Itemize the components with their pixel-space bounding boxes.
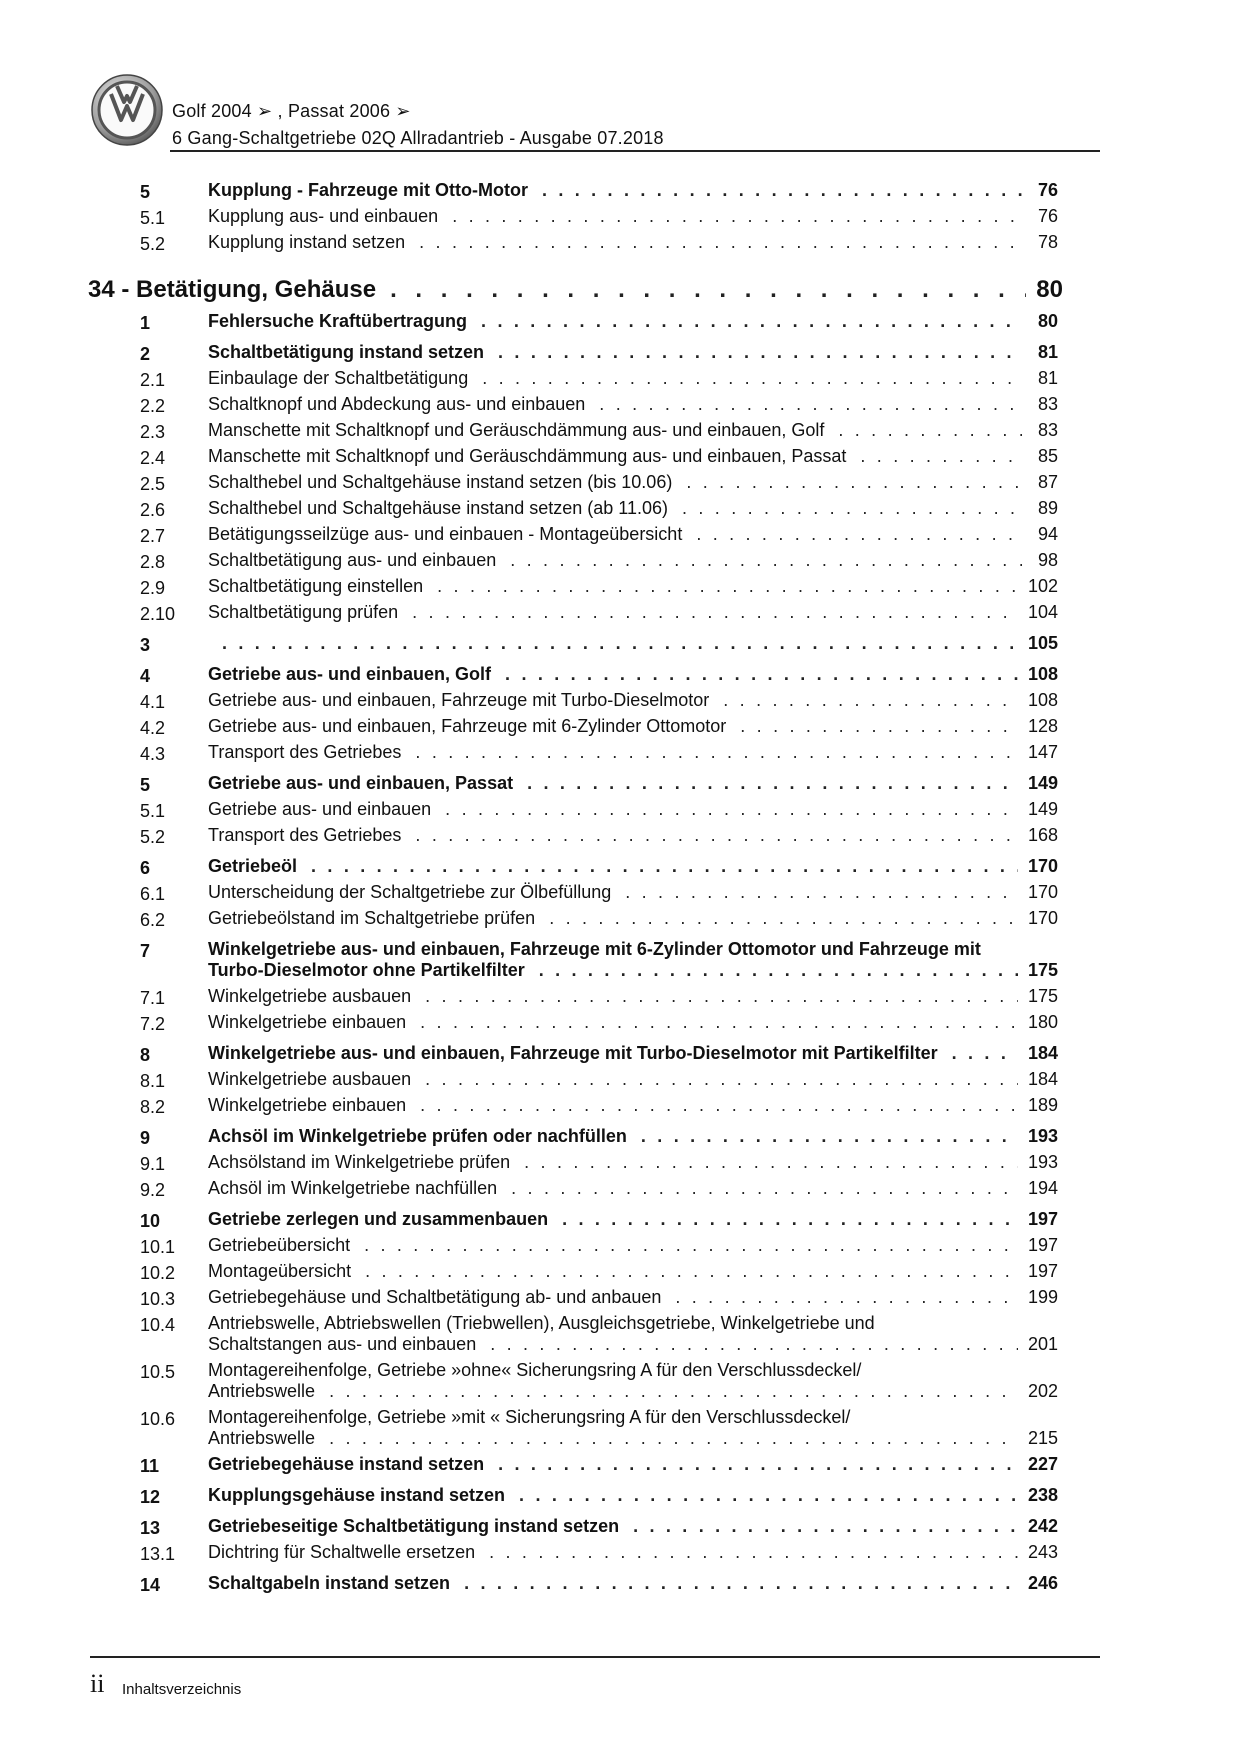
toc-title: Getriebe aus- und einbauen, Golf [208, 664, 492, 684]
toc-leader-dots [682, 498, 1022, 519]
toc-page-number: 193 [1027, 1152, 1058, 1172]
toc-title: Getriebe aus- und einbauen, Fahrzeuge mit Turbo-Dieselmotor [208, 690, 710, 710]
toc-leader-dots [365, 1261, 1018, 1282]
toc-title: Getriebeübersicht [208, 1235, 351, 1255]
toc-leader-dots [489, 1542, 1018, 1563]
toc-title: Winkelgetriebe ausbauen [208, 986, 412, 1006]
toc-leader-dots [675, 1287, 1018, 1308]
toc-title: Schaltbetätigung prüfen [208, 602, 399, 622]
toc-section-number: 9.1 [140, 1154, 166, 1174]
toc-title: Achsöl im Winkelgetriebe nachfüllen [208, 1178, 498, 1198]
toc-page-number: 76 [1037, 206, 1058, 226]
toc-page-number: 81 [1037, 368, 1058, 388]
toc-leader-dots [723, 690, 1018, 711]
toc-title: Getriebe aus- und einbauen, Fahrzeuge mit 6-Zylinder Ottomotor [208, 716, 727, 736]
header-vehicle-line: Golf 2004 ➢ , Passat 2006 ➢ [172, 101, 411, 121]
toc-title: Schaltknopf und Abdeckung aus- und einbauen [208, 394, 586, 414]
toc-section-number: 10.5 [140, 1362, 176, 1382]
toc-section-number: 8.1 [140, 1071, 166, 1091]
toc-leader-dots [222, 633, 1018, 654]
header-manual-title: 6 Gang-Schaltgetriebe 02Q Allradantrieb - Ausgabe 07.2018 [172, 128, 664, 148]
toc-page-number: 170 [1027, 856, 1058, 876]
toc-section-number: 6.1 [140, 884, 166, 904]
toc-section-number: 4.1 [140, 692, 166, 712]
toc-leader-dots [415, 742, 1018, 763]
toc-leader-dots [633, 1516, 1018, 1537]
toc-title-line: Montagereihenfolge, Getriebe »mit « Sicherungsring A für den Verschlussdeckel/ [208, 1407, 851, 1427]
toc-section-number: 9.2 [140, 1180, 166, 1200]
toc-leader-dots [452, 206, 1022, 227]
toc-section-number: 2.7 [140, 526, 166, 546]
toc-page-number: 238 [1027, 1485, 1058, 1505]
toc-page-number: 193 [1027, 1126, 1058, 1146]
toc-leader-dots [445, 799, 1018, 820]
toc-title: Kupplung instand setzen [208, 232, 406, 252]
toc-leader-dots [490, 1334, 1018, 1355]
toc-leader-dots [952, 1043, 1018, 1064]
toc-leader-dots [329, 1381, 1018, 1402]
toc-section-number: 10.4 [140, 1315, 176, 1335]
toc-title: Getriebe aus- und einbauen, Passat [208, 773, 514, 793]
toc-page-number: 246 [1027, 1573, 1058, 1593]
toc-page-number: 83 [1037, 394, 1058, 414]
toc-title: Kupplung aus- und einbauen [208, 206, 439, 226]
toc-title: Transport des Getriebes [208, 825, 402, 845]
toc-leader-dots [437, 576, 1018, 597]
toc-page-number: 184 [1027, 1069, 1058, 1089]
toc-leader-dots [686, 472, 1022, 493]
toc-title: Getriebeöl [208, 856, 298, 876]
footer-page-number: ii [90, 1669, 105, 1698]
toc-page-number: 197 [1027, 1261, 1058, 1281]
toc-section-number: 5.2 [140, 234, 166, 254]
toc-leader-dots [524, 1152, 1018, 1173]
vw-logo-icon [91, 74, 163, 146]
toc-title: Achsölstand im Winkelgetriebe prüfen [208, 1152, 511, 1172]
toc-section-number: 2.4 [140, 448, 166, 468]
toc-page-number: 78 [1037, 232, 1058, 252]
toc-page-number: 175 [1027, 986, 1058, 1006]
toc-page-number: 76 [1037, 180, 1058, 200]
toc-title: Betätigungsseilzüge aus- und einbauen - Montageübersicht [208, 524, 683, 544]
toc-leader-dots [425, 986, 1018, 1007]
toc-page-number: 201 [1027, 1334, 1058, 1354]
toc-section-number: 14 [140, 1575, 161, 1595]
toc-page-number: 199 [1027, 1287, 1058, 1307]
toc-section-number: 4.2 [140, 718, 166, 738]
toc-leader-dots [740, 716, 1018, 737]
toc-title: Transport des Getriebes [208, 742, 402, 762]
toc-leader-dots [425, 1069, 1018, 1090]
toc-page-number: 87 [1037, 472, 1058, 492]
toc-page-number: 149 [1027, 799, 1058, 819]
toc-title: Achsöl im Winkelgetriebe prüfen oder nachfüllen [208, 1126, 627, 1146]
toc-section-number: 1 [140, 313, 151, 333]
toc-title: Schaltbetätigung instand setzen [208, 342, 485, 362]
toc-chapter-title: 34 - Betätigung, Gehäuse [88, 276, 377, 303]
toc-title: Manschette mit Schaltknopf und Geräuschdämmung aus- und einbauen, Golf [208, 420, 825, 440]
toc-page-number: 80 [1037, 311, 1058, 331]
toc-leader-dots [696, 524, 1022, 545]
toc-section-number: 9 [140, 1128, 151, 1148]
toc-leader-dots [511, 1178, 1018, 1199]
toc-title: Antriebswelle [208, 1428, 316, 1448]
toc-section-number: 13 [140, 1518, 161, 1538]
toc-leader-dots [625, 882, 1018, 903]
toc-page-number: 89 [1037, 498, 1058, 518]
toc-section-number: 12 [140, 1487, 161, 1507]
toc-leader-dots [838, 420, 1022, 441]
toc-page-number: 94 [1037, 524, 1058, 544]
toc-title: Manschette mit Schaltknopf und Geräuschdämmung aus- und einbauen, Passat [208, 446, 847, 466]
toc-leader-dots [505, 664, 1018, 685]
toc-leader-dots [539, 960, 1018, 981]
toc-section-number: 6.2 [140, 910, 166, 930]
toc-title: Schaltbetätigung einstellen [208, 576, 424, 596]
toc-title: Getriebe zerlegen und zusammenbauen [208, 1209, 549, 1229]
toc-section-number: 11 [140, 1456, 160, 1476]
toc-page-number: 170 [1027, 908, 1058, 928]
toc-page-number: 85 [1037, 446, 1058, 466]
toc-section-number: 7.1 [140, 988, 166, 1008]
toc-page-number: 102 [1027, 576, 1058, 596]
toc-leader-dots [599, 394, 1022, 415]
toc-page-number: 180 [1027, 1012, 1058, 1032]
toc-leader-dots [311, 856, 1018, 877]
toc-page-number: 83 [1037, 420, 1058, 440]
toc-title: Schaltbetätigung aus- und einbauen [208, 550, 497, 570]
toc-page-number: 194 [1027, 1178, 1058, 1198]
toc-page-number: 175 [1027, 960, 1058, 980]
toc-page-number: 104 [1027, 602, 1058, 622]
toc-title: Schalthebel und Schaltgehäuse instand setzen (ab 11.06) [208, 498, 668, 518]
toc-page-number: 147 [1027, 742, 1058, 762]
footer-divider [90, 1656, 1100, 1658]
toc-leader-dots [415, 825, 1018, 846]
toc-title: Getriebe aus- und einbauen [208, 799, 432, 819]
toc-title-line: Winkelgetriebe aus- und einbauen, Fahrzeuge mit 6-Zylinder Ottomotor und Fahrzeuge mit [208, 939, 981, 959]
toc-leader-dots [419, 232, 1022, 253]
toc-page-number: 80 [1036, 276, 1063, 303]
toc-section-number: 5.1 [140, 208, 166, 228]
toc-leader-dots [420, 1012, 1018, 1033]
toc-section-number: 7.2 [140, 1014, 166, 1034]
toc-title: Getriebeseitige Schaltbetätigung instand setzen [208, 1516, 620, 1536]
toc-section-number: 10 [140, 1211, 161, 1231]
toc-page-number: 202 [1027, 1381, 1058, 1401]
toc-title: Antriebswelle [208, 1381, 316, 1401]
toc-leader-dots [860, 446, 1022, 467]
toc-leader-dots [481, 311, 1022, 332]
toc-page-number: 197 [1027, 1235, 1058, 1255]
toc-leader-dots [498, 342, 1022, 363]
toc-title: Getriebegehäuse und Schaltbetätigung ab- und anbauen [208, 1287, 662, 1307]
toc-section-number: 2.10 [140, 604, 176, 624]
toc-title: Getriebegehäuse instand setzen [208, 1454, 485, 1474]
toc-page-number: 105 [1027, 633, 1058, 653]
toc-section-number: 4.3 [140, 744, 166, 764]
toc-leader-dots [464, 1573, 1018, 1594]
toc-section-number: 2.8 [140, 552, 166, 572]
toc-section-number: 5 [140, 182, 151, 202]
footer-section-title: Inhaltsverzeichnis [122, 1681, 242, 1698]
toc-leader-dots [641, 1126, 1018, 1147]
toc-section-number: 10.2 [140, 1263, 176, 1283]
toc-title: Winkelgetriebe aus- und einbauen, Fahrzeuge mit Turbo-Dieselmotor mit Partikelfilter [208, 1043, 938, 1063]
toc-title: Fehlersuche Kraftübertragung [208, 311, 468, 331]
toc-page-number: 149 [1027, 773, 1058, 793]
toc-title: Getriebeölstand im Schaltgetriebe prüfen [208, 908, 536, 928]
toc-section-number: 6 [140, 858, 151, 878]
toc-section-number: 2 [140, 344, 151, 364]
toc-section-number: 7 [140, 941, 151, 961]
toc-section-number: 10.3 [140, 1289, 176, 1309]
header-divider [170, 150, 1100, 152]
toc-page-number: 227 [1027, 1454, 1058, 1474]
toc-page-number: 170 [1027, 882, 1058, 902]
toc-section-number: 10.1 [140, 1237, 176, 1257]
toc-section-number: 3 [140, 635, 151, 655]
toc-title: Schaltstangen aus- und einbauen [208, 1334, 477, 1354]
toc-page-number: 108 [1027, 664, 1058, 684]
toc-page-number: 81 [1037, 342, 1058, 362]
toc-title: Montageübersicht [208, 1261, 352, 1281]
toc-title: Winkelgetriebe einbauen [208, 1012, 407, 1032]
toc-leader-dots [519, 1485, 1018, 1506]
toc-page-number: 184 [1027, 1043, 1058, 1063]
toc-leader-dots [562, 1209, 1018, 1230]
toc-section-number: 4 [140, 666, 151, 686]
toc-section-number: 2.6 [140, 500, 166, 520]
toc-leader-dots [542, 180, 1022, 201]
toc-page-number: 128 [1027, 716, 1058, 736]
toc-section-number: 8.2 [140, 1097, 166, 1117]
toc-page-number: 98 [1037, 550, 1058, 570]
toc-page-number: 197 [1027, 1209, 1058, 1229]
toc-section-number: 13.1 [140, 1544, 176, 1564]
toc-leader-dots [482, 368, 1022, 389]
toc-title: Turbo-Dieselmotor ohne Partikelfilter [208, 960, 525, 980]
toc-page-number: 168 [1027, 825, 1058, 845]
toc-page-number: 243 [1027, 1542, 1058, 1562]
toc-title: Kupplung - Fahrzeuge mit Otto-Motor [208, 180, 528, 200]
toc-title: Dichtring für Schaltwelle ersetzen [208, 1542, 476, 1562]
toc-title-line: Montagereihenfolge, Getriebe »ohne« Sicherungsring A für den Verschlussdeckel/ [208, 1360, 862, 1380]
toc-title: Schalthebel und Schaltgehäuse instand setzen (bis 10.06) [208, 472, 673, 492]
toc-section-number: 5 [140, 775, 151, 795]
toc-section-number: 2.9 [140, 578, 166, 598]
toc-leader-dots [364, 1235, 1018, 1256]
toc-title: Unterscheidung der Schaltgetriebe zur Ölbefüllung [208, 882, 612, 902]
toc-section-number: 2.2 [140, 396, 166, 416]
toc-page-number: 215 [1027, 1428, 1058, 1448]
toc-title: Kupplungsgehäuse instand setzen [208, 1485, 506, 1505]
toc-section-number: 2.1 [140, 370, 166, 390]
toc-section-number: 5.1 [140, 801, 166, 821]
toc-page-number: 189 [1027, 1095, 1058, 1115]
toc-title: Einbaulage der Schaltbetätigung [208, 368, 469, 388]
toc-page-number: 108 [1027, 690, 1058, 710]
toc-title: Winkelgetriebe ausbauen [208, 1069, 412, 1089]
toc-leader-dots [329, 1428, 1018, 1449]
toc-leader-dots [390, 276, 1026, 304]
toc-leader-dots [527, 773, 1018, 794]
toc-leader-dots [412, 602, 1018, 623]
toc-leader-dots [510, 550, 1022, 571]
toc-section-number: 8 [140, 1045, 151, 1065]
toc-section-number: 10.6 [140, 1409, 176, 1429]
toc-page-number: 242 [1027, 1516, 1058, 1536]
toc-title: Winkelgetriebe einbauen [208, 1095, 407, 1115]
toc-title-line: Antriebswelle, Abtriebswellen (Triebwellen), Ausgleichsgetriebe, Winkelgetriebe und [208, 1313, 875, 1333]
toc-leader-dots [420, 1095, 1018, 1116]
toc-section-number: 2.3 [140, 422, 166, 442]
toc-leader-dots [549, 908, 1018, 929]
toc-leader-dots [498, 1454, 1018, 1475]
toc-section-number: 5.2 [140, 827, 166, 847]
toc-section-number: 2.5 [140, 474, 166, 494]
toc-title: Schaltgabeln instand setzen [208, 1573, 451, 1593]
